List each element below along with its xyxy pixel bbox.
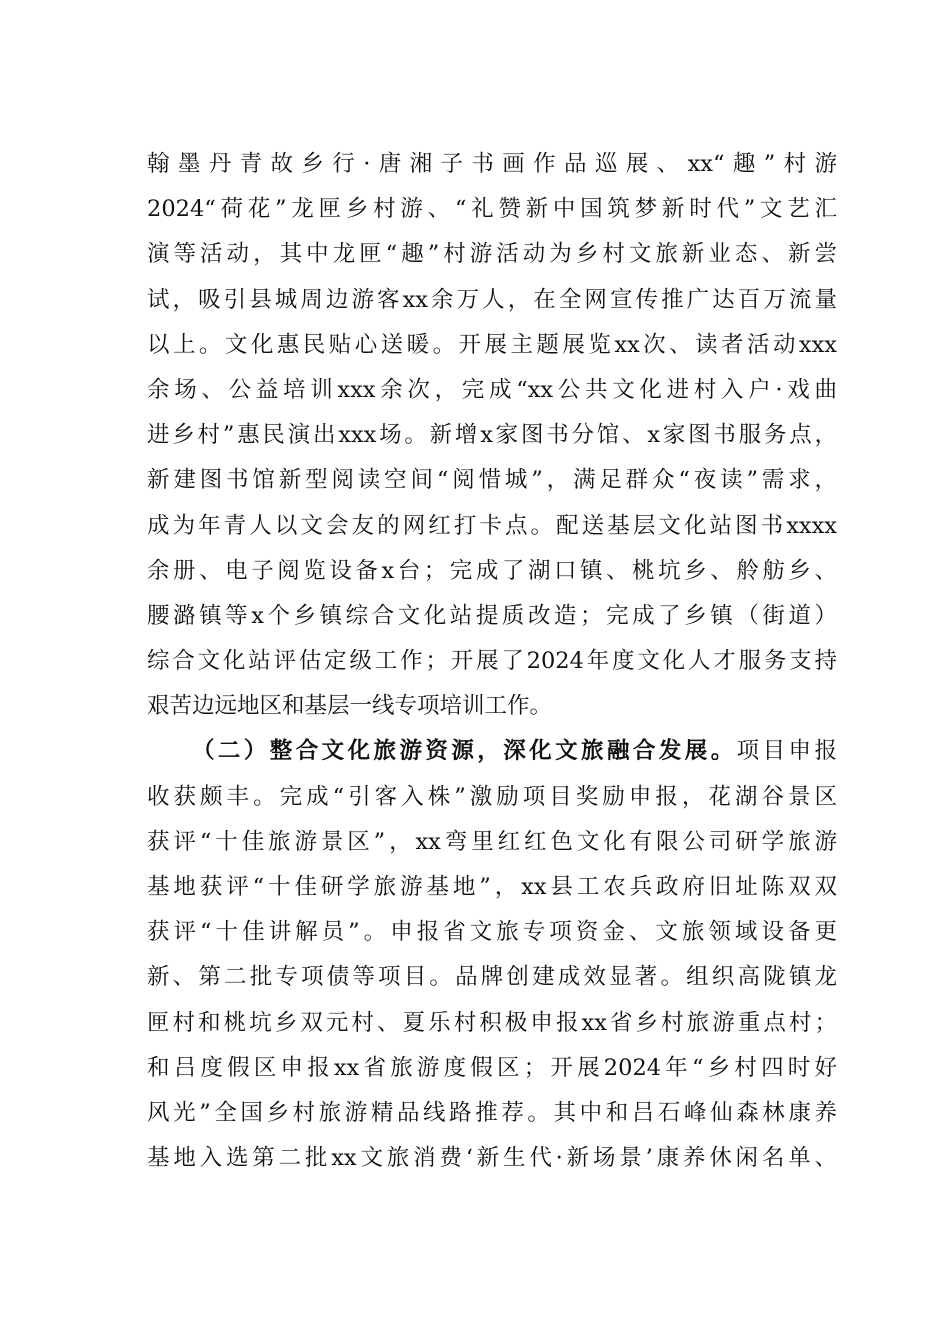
text-line: 新、第二批专项债等项目。品牌创建成效显著。组织高陇镇龙 bbox=[147, 964, 837, 991]
text-line: 翰墨丹青故乡行·唐湘子书画作品巡展、xx“趣”村游 bbox=[147, 151, 837, 177]
text-line: 和吕度假区申报xx省旅游度假区；开展2024年“乡村四时好 bbox=[147, 1054, 837, 1081]
text-line: 风光”全国乡村旅游精品线路推荐。其中和吕石峰仙森林康养 bbox=[147, 1099, 837, 1126]
text-line: 成为年青人以文会友的网红打卡点。配送基层文化站图书xxxx bbox=[147, 512, 837, 539]
section-heading: （二）整合文化旅游资源，深化文旅融合发展。 bbox=[192, 738, 737, 765]
text-line: 余册、电子阅览设备x台；完成了湖口镇、桃坑乡、舲舫乡、 bbox=[147, 557, 837, 584]
text-line: 新建图书馆新型阅读空间“阅惜城”，满足群众“夜读”需求， bbox=[147, 467, 837, 494]
text-line: 基地入选第二批xx文旅消费‘新生代·新场景’康养休闲名单、 bbox=[147, 1145, 837, 1172]
section-heading-line bbox=[147, 729, 837, 774]
text-line: 腰潞镇等x个乡镇综合文化站提质改造；完成了乡镇（街道） bbox=[147, 602, 837, 629]
text-line: 获评“十佳讲解员”。申报省文旅专项资金、文旅领域设备更 bbox=[147, 919, 837, 946]
paragraph-tourism-integration bbox=[147, 729, 837, 1181]
text-line: 基地获评“十佳研学旅游基地”，xx县工农兵政府旧址陈双双 bbox=[147, 874, 837, 900]
text-line: 艰苦边远地区和基层一线专项培训工作。 bbox=[147, 693, 553, 720]
text-line: 匣村和桃坑乡双元村、夏乐村积极申报xx省乡村旅游重点村； bbox=[147, 1009, 837, 1036]
body-text bbox=[147, 142, 837, 1181]
text-line: 综合文化站评估定级工作；开展了2024年度文化人才服务支持 bbox=[147, 648, 837, 675]
text-line: 以上。文化惠民贴心送暖。开展主题展览xx次、读者活动xxx bbox=[147, 331, 837, 358]
text-line: 试，吸引县城周边游客xx余万人，在全网宣传推广达百万流量 bbox=[147, 286, 837, 313]
text-line: 进乡村”惠民演出xxx场。新增x家图书分馆、x家图书服务点， bbox=[147, 422, 837, 449]
text-fragment: 项目申报 bbox=[736, 738, 837, 765]
text-line: 获评“十佳旅游景区”，xx弯里红红色文化有限公司研学旅游 bbox=[147, 828, 837, 855]
text-line: 余场、公益培训xxx余次，完成“xx公共文化进村入户·戏曲 bbox=[147, 376, 837, 403]
paragraph-culture-benefit bbox=[147, 142, 837, 729]
text-line: 收获颇丰。完成“引客入株”激励项目奖励申报，花湖谷景区 bbox=[147, 783, 837, 810]
text-line: 演等活动，其中龙匣“趣”村游活动为乡村文旅新业态、新尝 bbox=[147, 241, 837, 268]
text-line: 2024“荷花”龙匣乡村游、“礼赞新中国筑梦新时代”文艺汇 bbox=[147, 196, 837, 223]
